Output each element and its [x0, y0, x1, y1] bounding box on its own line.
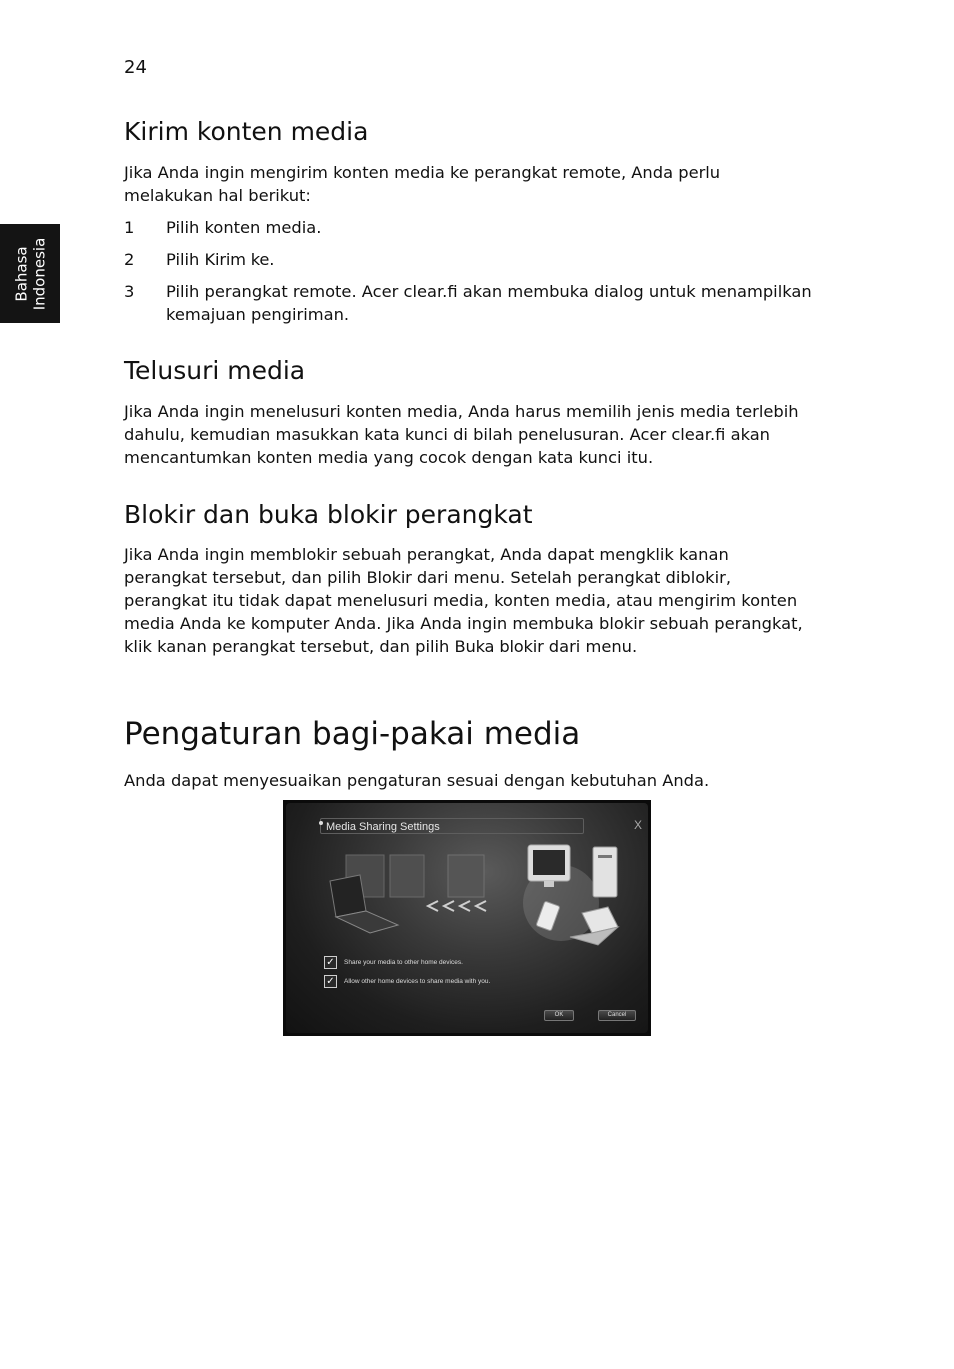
cancel-button[interactable]: Cancel [598, 1010, 636, 1021]
devices-illustration [286, 803, 648, 1033]
heading-blokir: Blokir dan buka blokir perangkat [124, 500, 533, 529]
heading-kirim-konten-media: Kirim konten media [124, 117, 369, 146]
side-tab-label: Bahasa Indonesia [12, 237, 49, 310]
heading-pengaturan: Pengaturan bagi-pakai media [124, 716, 581, 752]
ok-button[interactable]: OK [544, 1010, 574, 1021]
blokir-body: Jika Anda ingin memblokir sebuah perangkat, Anda dapat mengklik kanan perangkat tersebut, dan pilih Blokir dari menu. Setelah perangkat diblokir, perangkat itu tidak dapat menelusuri media, konten media, atau mengirim konten media Anda ke komputer Anda. Jika Anda ingin membuka blokir sebuah perangkat, klik kanan perangkat tersebut, dan pilih Buka blokir dari menu. [124, 545, 803, 656]
transfer-arrows-icon [428, 901, 486, 911]
ui-term-buka-blokir: Buka blokir [454, 637, 544, 656]
media-thumbnail-icon [448, 855, 484, 897]
dialog-title: Media Sharing Settings [326, 821, 440, 833]
page-number: 24 [124, 57, 147, 78]
share-media-checkbox-row[interactable] [324, 956, 463, 969]
ui-term-blokir: Blokir [366, 568, 412, 587]
allow-sharing-label: Allow other home devices to share media with you. [344, 978, 491, 985]
media-sharing-screenshot [283, 800, 651, 1036]
allow-sharing-checkbox-row[interactable] [324, 975, 490, 988]
list-item: 3 Pilih perangkat remote. Acer clear.fi akan membuka dialog untuk menampilkan kemajuan pengiriman. [124, 282, 812, 324]
close-icon[interactable]: X [634, 818, 643, 832]
share-media-label: Share your media to other home devices. [344, 959, 463, 966]
kirim-intro: Jika Anda ingin mengirim konten media ke perangkat remote, Anda perlu melakukan hal berikut: [124, 163, 721, 205]
language-side-tab [0, 224, 60, 323]
laptop-icon [330, 875, 366, 917]
heading-telusuri-media: Telusuri media [124, 356, 306, 385]
list-item: 1 Pilih konten media. [124, 218, 322, 237]
checkbox-checked-icon[interactable]: ✓ [324, 975, 337, 988]
desktop-tower-icon [593, 847, 617, 897]
ui-term-kirim-ke: Kirim ke [204, 250, 270, 269]
list-item: 2 Pilih Kirim ke. [124, 250, 275, 269]
checkbox-checked-icon[interactable]: ✓ [324, 956, 337, 969]
telusuri-body: Jika Anda ingin menelusuri konten media, Anda harus memilih jenis media terlebih dahulu, kemudian masukkan kata kunci di bilah penelusuran. Acer clear.fi akan mencantumkan konten media yang cocok dengan kata kunci itu. [124, 402, 799, 467]
pengaturan-body: Anda dapat menyesuaikan pengaturan sesuai dengan kebutuhan Anda. [124, 771, 710, 790]
media-thumbnail-icon [390, 855, 424, 897]
media-sharing-dialog [286, 803, 648, 1033]
